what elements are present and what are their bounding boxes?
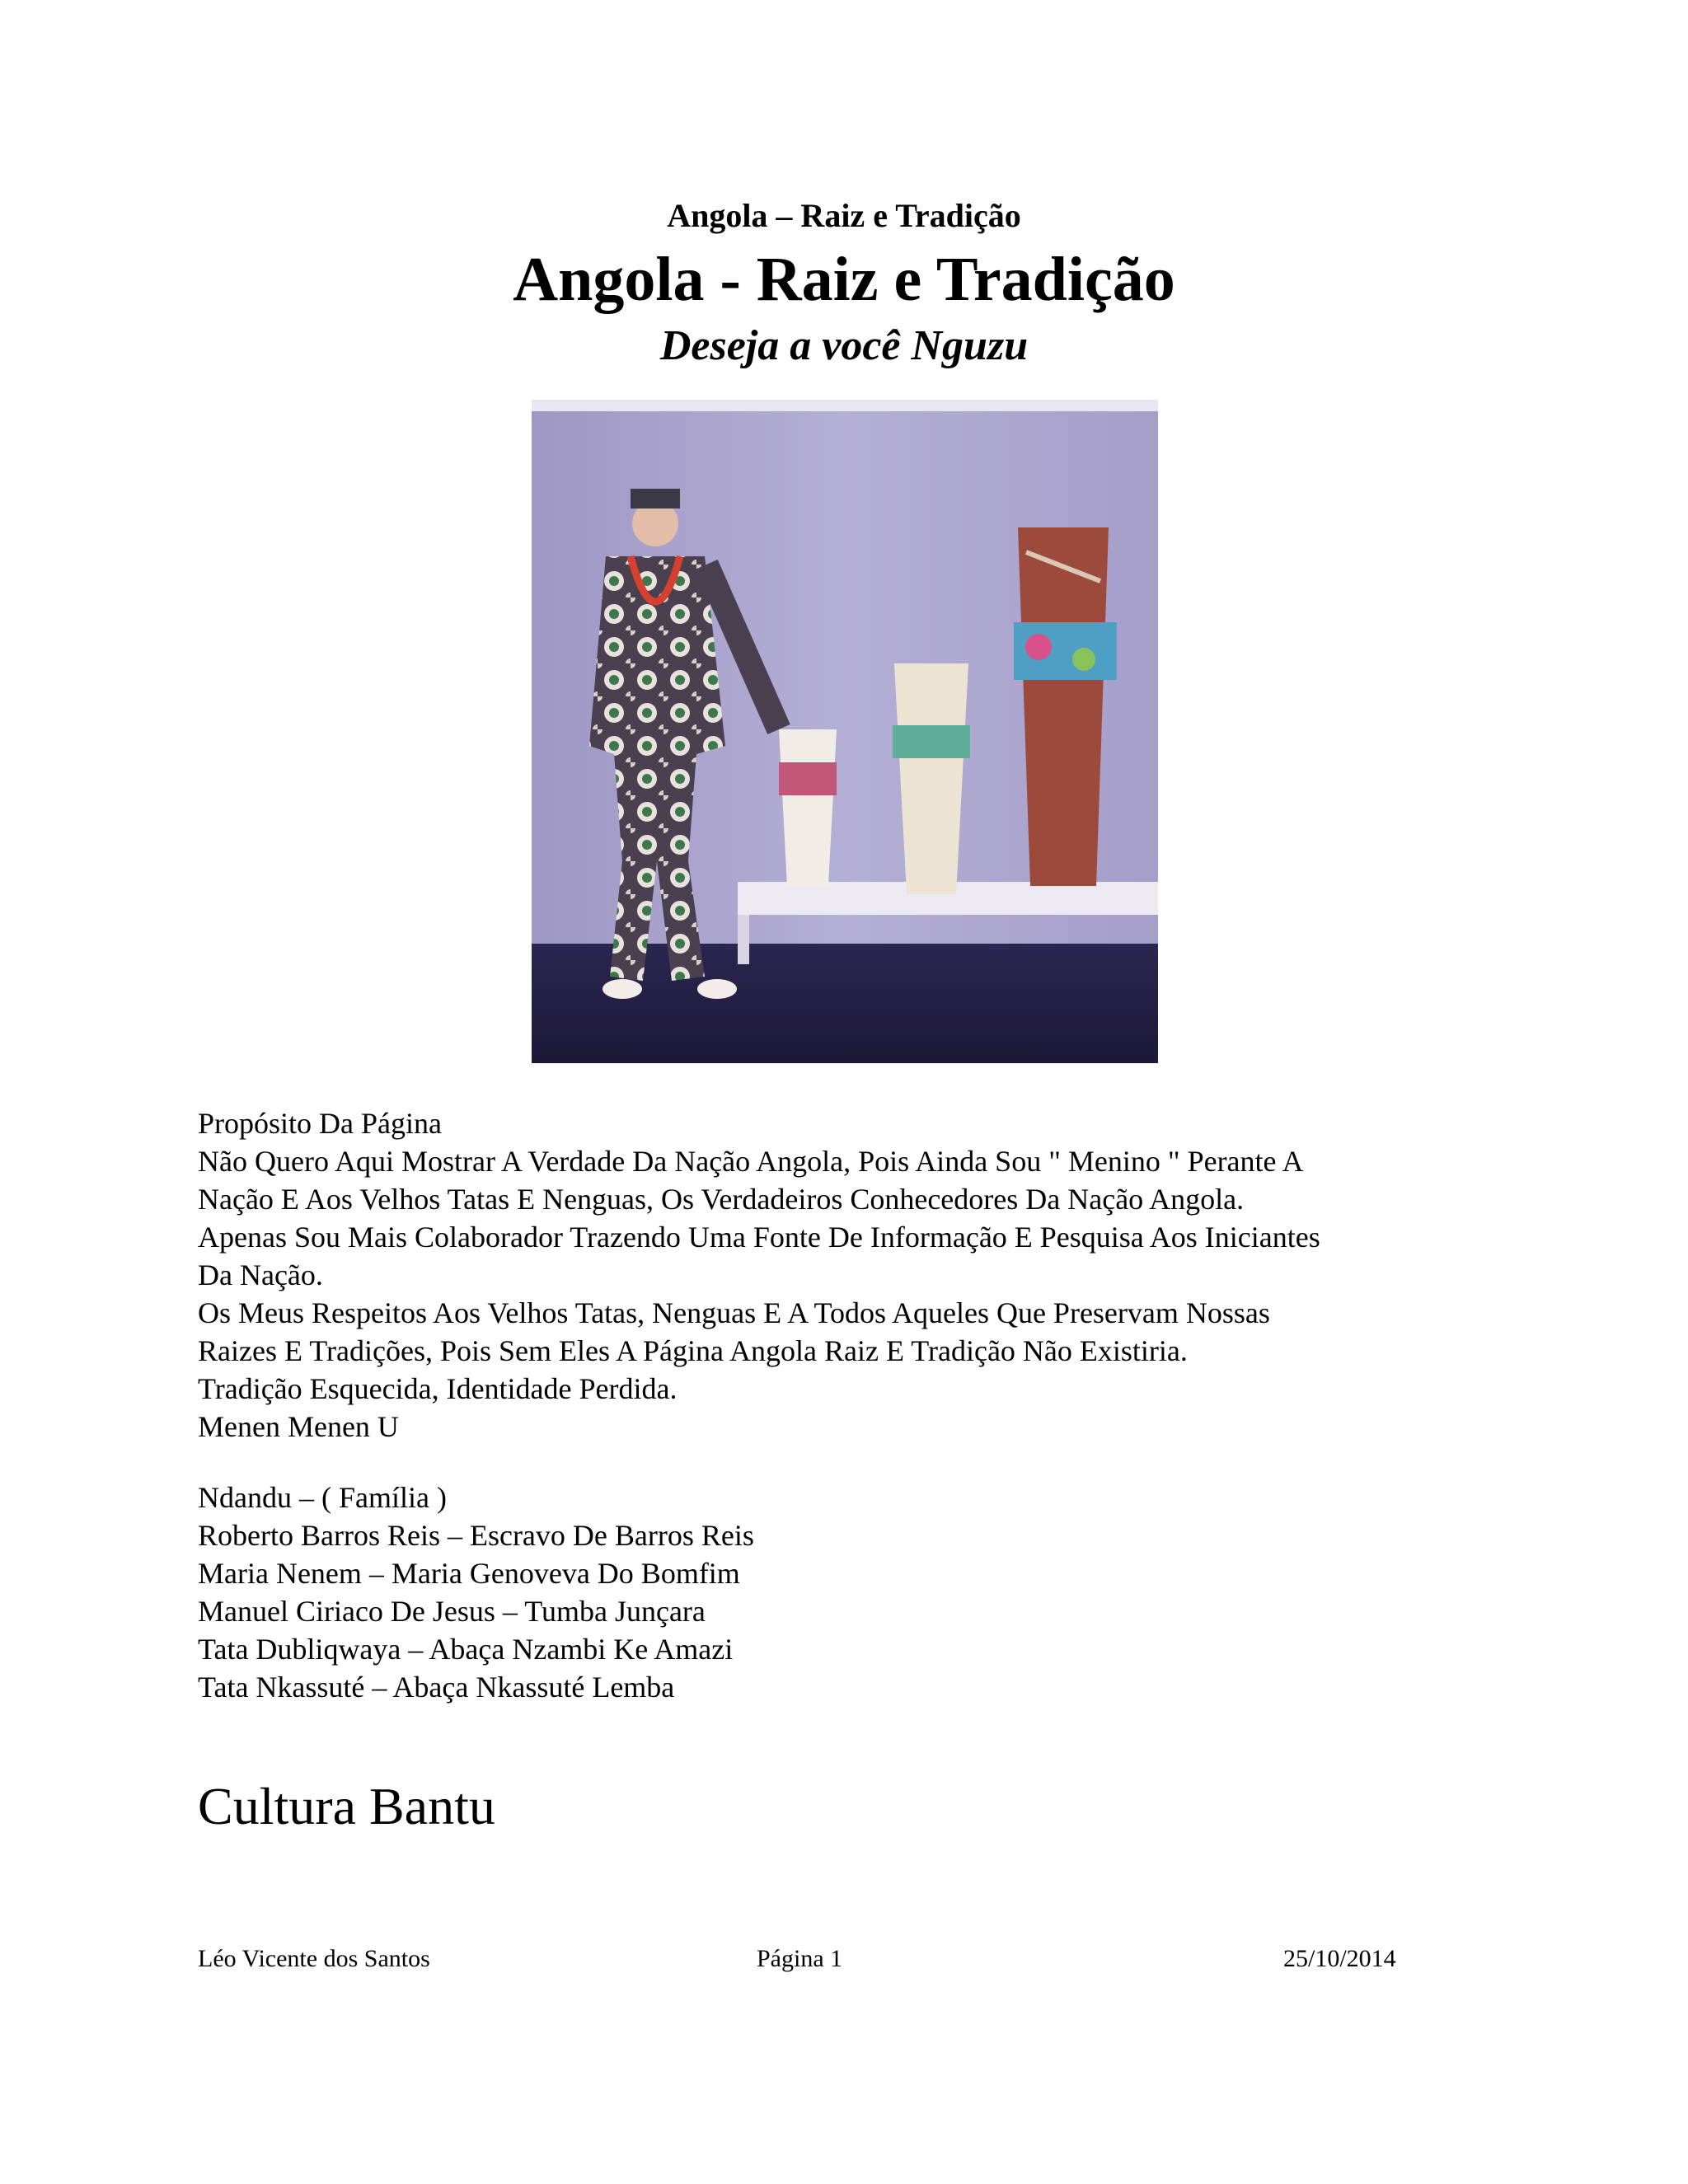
purpose-line: Raizes E Tradições, Pois Sem Eles A Página Angola Raiz E Tradição Não Existiria. — [198, 1334, 1188, 1367]
photo-man-with-drums — [532, 400, 1158, 1063]
purpose-line: Menen Menen U — [198, 1410, 399, 1443]
purpose-line: Os Meus Respeitos Aos Velhos Tatas, Nenguas E A Todos Aqueles Que Preservam Nossas — [198, 1296, 1270, 1329]
family-heading: Ndandu – ( Família ) — [198, 1481, 447, 1514]
purpose-line: Não Quero Aqui Mostrar A Verdade Da Nação Angola, Pois Ainda Sou " Menino " Perante A — [198, 1145, 1304, 1178]
purpose-line: Apenas Sou Mais Colaborador Trazendo Uma Fonte De Informação E Pesquisa Aos Iniciantes — [198, 1221, 1320, 1254]
family-member: Tata Dubliqwaya – Abaça Nzambi Ke Amazi — [198, 1633, 734, 1666]
purpose-paragraph — [198, 1104, 1484, 1446]
family-member: Manuel Ciriaco De Jesus – Tumba Junçara — [198, 1595, 706, 1628]
family-member: Roberto Barros Reis – Escravo De Barros Reis — [198, 1519, 754, 1552]
family-member: Maria Nenem – Maria Genoveva Do Bomfim — [198, 1557, 740, 1590]
section-heading: Cultura Bantu — [198, 1777, 495, 1835]
family-member: Tata Nkassuté – Abaça Nkassuté Lemba — [198, 1671, 675, 1704]
page-subtitle: Deseja a você Nguzu — [659, 322, 1029, 369]
page-title: Angola - Raiz e Tradição — [513, 245, 1175, 314]
purpose-line: Nação E Aos Velhos Tatas E Nenguas, Os Verdadeiros Conhecedores Da Nação Angola. — [198, 1183, 1245, 1216]
footer-date: 25/10/2014 — [1283, 1945, 1396, 1972]
purpose-heading: Propósito Da Página — [198, 1107, 442, 1140]
purpose-line: Da Nação. — [198, 1258, 323, 1291]
family-list — [198, 1479, 1484, 1706]
footer-author: Léo Vicente dos Santos — [198, 1945, 430, 1972]
purpose-line: Tradição Esquecida, Identidade Perdida. — [198, 1372, 678, 1405]
footer-page-number: Página 1 — [757, 1945, 843, 1972]
header-small-title: Angola – Raiz e Tradição — [667, 197, 1021, 234]
